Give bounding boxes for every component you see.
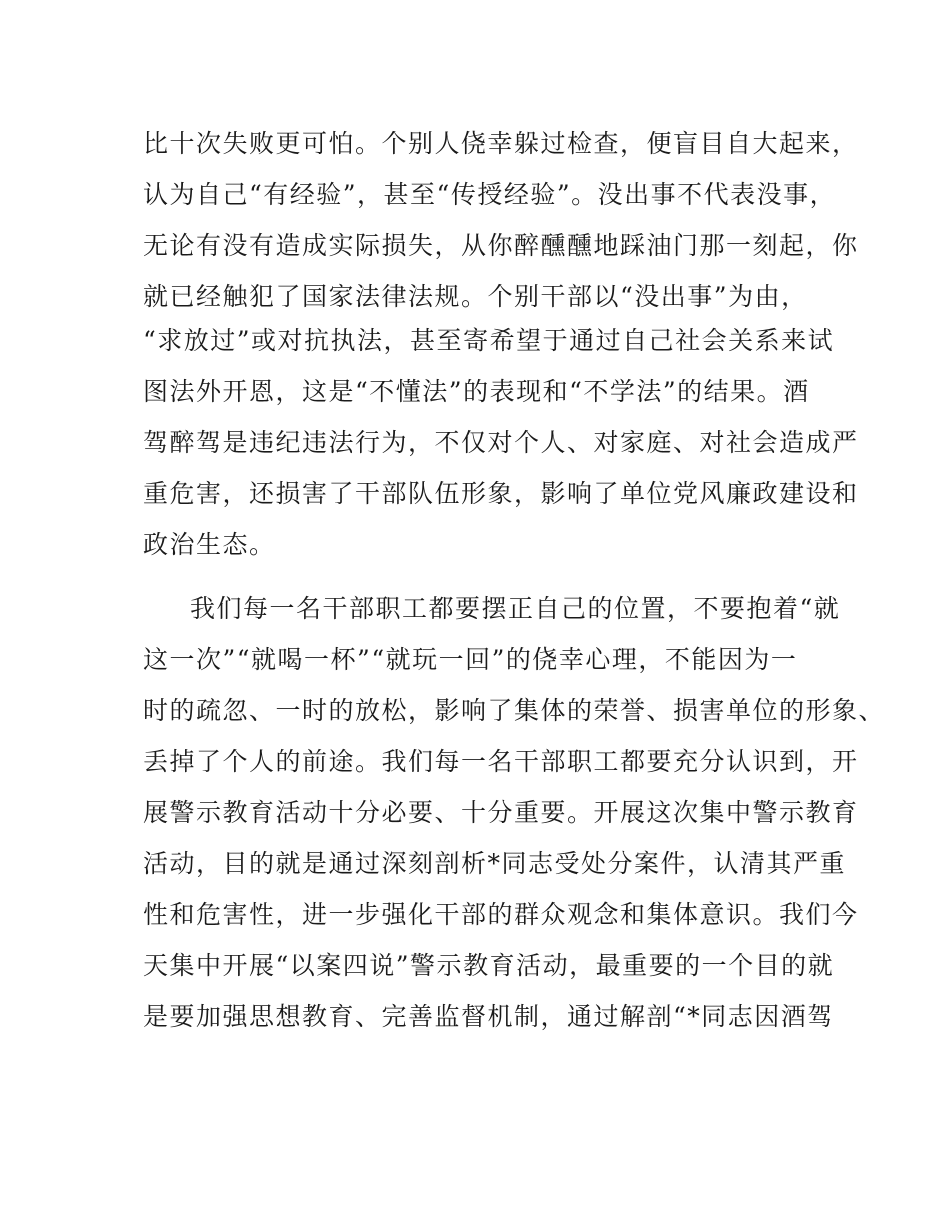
text-line: “求放过”或对抗执法，甚至寄希望于通过自己社会关系来试	[143, 326, 835, 355]
text-line: 认为自己“有经验”，甚至“传授经验”。没出事不代表没事，	[143, 180, 837, 209]
text-line: 展警示教育活动十分必要、十分重要。开展这次集中警示教育	[143, 798, 859, 827]
text-line: 丢掉了个人的前途。我们每一名干部职工都要充分认识到，开	[143, 747, 859, 776]
text-line: 重危害，还损害了干部队伍形象，影响了单位党风廉政建设和	[143, 479, 859, 508]
text-line: 比十次失败更可怕。个别人侥幸躲过检查，便盲目自大起来，	[143, 129, 859, 158]
text-line: 我们每一名干部职工都要摆正自己的位置，不要抱着“就	[190, 594, 841, 623]
text-line: 驾醉驾是违纪违法行为，不仅对个人、对家庭、对社会造成严	[143, 428, 859, 457]
text-line: 无论有没有造成实际损失，从你醉醺醺地踩油门那一刻起，你	[143, 231, 859, 260]
text-line: 就已经触犯了国家法律法规。个别干部以“没出事”为由，	[143, 282, 808, 311]
text-line: 这一次”“就喝一杯”“就玩一回”的侥幸心理，不能因为一	[143, 645, 798, 674]
text-line: 时的疏忽、一时的放松，影响了集体的荣誉、损害单位的形象、	[143, 696, 886, 725]
text-line: 是要加强思想教育、完善监督机制，通过解剖“*同志因酒驾	[143, 1002, 834, 1031]
text-line: 性和危害性，进一步强化干部的群众观念和集体意识。我们今	[143, 900, 859, 929]
text-line: 政治生态。	[143, 530, 276, 559]
text-line: 活动，目的就是通过深刻剖析*同志受处分案件，认清其严重	[143, 849, 847, 878]
text-line: 图法外开恩，这是“不懂法”的表现和“不学法”的结果。酒	[143, 377, 810, 406]
text-line: 天集中开展“以案四说”警示教育活动，最重要的一个目的就	[143, 951, 835, 980]
